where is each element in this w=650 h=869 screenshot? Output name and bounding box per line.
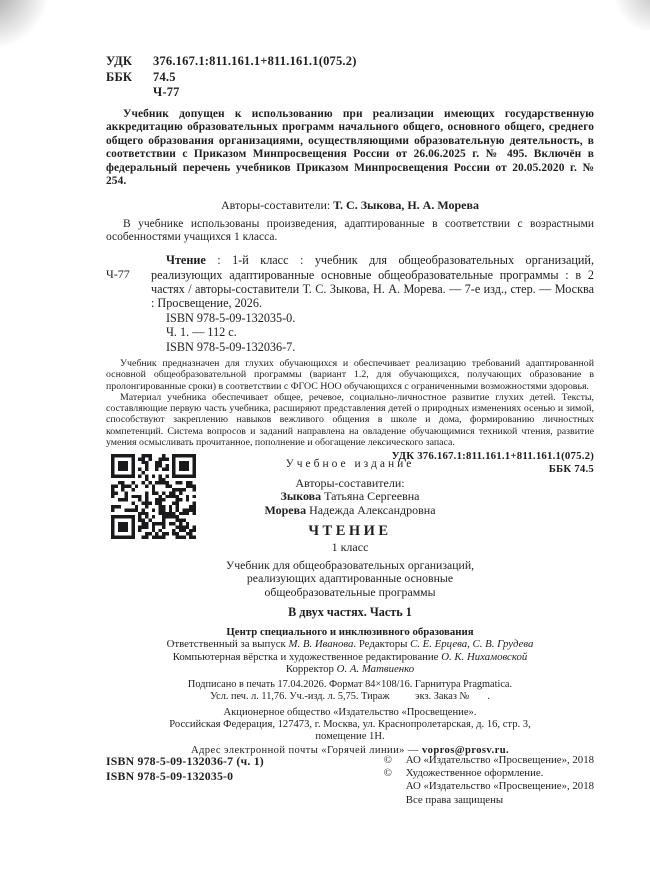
copyright-text-1: АО «Издательство «Просвещение», 2018 xyxy=(405,754,594,766)
author-1-surname: Зыкова xyxy=(280,489,322,504)
staff-line-2 xyxy=(106,651,594,663)
scan-corner-artifact xyxy=(608,0,650,30)
author-sign: Ч-77 xyxy=(153,85,180,99)
isbn-line-part: ISBN 978-5-09-132036-7. xyxy=(166,339,296,354)
copyright-symbol: © xyxy=(383,754,392,766)
subtitle-line-3: общеобразовательные программы xyxy=(264,584,436,599)
staff-name-2: С. Е. Ерцева, С. В. Грудева xyxy=(410,638,534,651)
copyright-line-1 xyxy=(384,754,594,767)
staff-name-4: О. А. Матвиенко xyxy=(336,663,415,676)
publisher-line-3: помещение 1Н. xyxy=(315,730,385,742)
publisher-line-1: Акционерное общество «Издательство «Просвещение». xyxy=(223,707,477,719)
annotation-paragraph-2: Материал учебника обеспечивает общее, речевое, социально-личностное развитие глухих детей. Тексты, составляющие первую часть учебника, расширяют представления детей о природных изменениях осенью и зимой, способствуют закреплению навыков вежливого общения в школе и дома, формированию личностных компетенций. Система вопросов и заданий направлена на овладение обучающимися техникой чтения, развитие умения осмысливать прочитанное, пополнение и обогащение лексического запаса. xyxy=(106,391,594,449)
staff-line-3 xyxy=(106,663,594,675)
adaptation-note: В учебнике использованы произведения, адаптированные в соответствии с возрастными особенностями учащихся 1 класса. xyxy=(106,217,594,244)
print-info-line-2: Усл. печ. л. 11,76. Уч.-изд. л. 5,75. Тираж экз. Заказ № . xyxy=(210,691,490,703)
bbk-line xyxy=(106,70,594,86)
staff-role-4: Корректор xyxy=(285,663,337,676)
copyright-line-3 xyxy=(384,780,594,793)
annotation-block xyxy=(106,358,594,448)
bottom-block xyxy=(106,754,594,807)
subtitle-line-1: Учебник для общеобразовательных организаций, xyxy=(225,558,475,573)
hotline-label: Адрес электронной почты «Горячей линии» — xyxy=(190,745,422,757)
isbn-line-series: ISBN 978-5-09-132035-0. xyxy=(166,310,296,325)
author-2-given: Надежда Александровна xyxy=(306,502,436,517)
staff-role-2: . Редакторы xyxy=(353,638,411,651)
copyright-line-2 xyxy=(384,767,594,780)
udk-value: 376.167.1:811.161.1+811.161.1(075.2) xyxy=(153,54,357,68)
author-2-surname: Морева xyxy=(264,502,307,517)
staff-role-3: Компьютерная вёрстка и художественное редактирование xyxy=(172,650,442,663)
admission-paragraph: Учебник допущен к использованию при реализации имеющих государственную аккредитацию образовательных программ начального общего, основного общего, среднего общего образования организациями, осуществляющими образовательную деятельность, в соответствии с Приказом Минпросвещения России от 26.06.2025 г. № 495. Включён в федеральный перечень учебников Приказом Минпросвещения России от 20.05.2020 г. № 254. xyxy=(106,107,594,187)
copyright-text-3: АО «Издательство «Просвещение», 2018 xyxy=(405,780,594,793)
catalog-entry-body xyxy=(151,253,594,354)
publisher-block xyxy=(106,707,594,742)
bbk-right-line: ББК 74.5 xyxy=(548,463,594,476)
copyright-line-4 xyxy=(384,794,594,807)
udk-label: УДК xyxy=(106,54,133,68)
annotation-paragraph-1: Учебник предназначен для глухих обучающихся и обеспечивает реализацию требований адаптированной основной общеобразовательной программы (вариант 1.2, для обучающихся, получающих образование в пролонгированные сроки) в соответствии с ФГОС НОО обучающихся с ограниченными возможностями здоровья. xyxy=(106,357,594,392)
print-info-line-1: Подписано в печать 17.04.2026. Формат 84×108/16. Гарнитура Pragmatica. xyxy=(187,679,513,691)
copyright-block xyxy=(384,754,594,807)
catalog-description: : 1-й класс : учебник для общеобразовательных организаций, реализующих адаптированные основные общеобразовательные программы : в 2 частях / авторы-составители Т. С. Зыкова, Н. А. Морева. — 7-е изд., стер. — Москва : Просвещение, 2026. xyxy=(151,253,594,311)
catalog-author-sign: Ч-77 xyxy=(106,267,130,282)
staff-name-3: О. К. Нихамовской xyxy=(441,650,528,663)
copyright-spacer xyxy=(384,794,406,807)
imprint-authors-label: Авторы-составители: xyxy=(295,476,405,490)
subtitle-line-2: реализующих адаптированные основные xyxy=(246,571,454,586)
catalog-entry-text xyxy=(151,253,594,311)
staff-role-1: Ответственный за выпуск xyxy=(166,638,289,651)
edition-type-heading: Учебное издание xyxy=(285,458,415,470)
copyright-text-4: Все права защищены xyxy=(405,793,504,806)
authors-compilers-names: Т. С. Зыкова, Н. А. Морева xyxy=(333,197,479,212)
copyright-symbol: © xyxy=(383,767,392,780)
publisher-line-2: Российская Федерация, 127473, г. Москва, ул. Краснопролетарская, д. 16, стр. 3, xyxy=(169,718,531,730)
page-content xyxy=(106,54,594,806)
catalog-entry-block xyxy=(106,253,594,354)
author-1-given: Татьяна Сергеевна xyxy=(321,489,420,504)
authors-compilers-line xyxy=(106,198,594,213)
qr-code xyxy=(111,454,196,539)
copyright-text-2: Художественное оформление. xyxy=(405,767,544,780)
subtitle-block xyxy=(106,559,594,599)
isbn-bottom-part: ISBN 978-5-09-132036-7 (ч. 1) xyxy=(106,754,264,768)
parts-line: В двух частях. Часть 1 xyxy=(288,604,412,619)
classification-codes-block xyxy=(106,54,594,101)
grade-line: 1 класс xyxy=(331,540,369,555)
staff-name-1: М. В. Иванова xyxy=(288,638,354,651)
catalog-title: Чтение xyxy=(166,253,206,268)
copyright-spacer xyxy=(384,780,406,793)
scan-corner-artifact xyxy=(0,0,52,52)
staff-line-1 xyxy=(106,638,594,650)
isbn-block xyxy=(106,754,264,783)
authors-compilers-label: Авторы-составители: xyxy=(220,197,334,212)
bbk-label: ББК xyxy=(106,69,133,84)
isbn-bottom-series: ISBN 978-5-09-132035-0 xyxy=(106,768,234,783)
publishing-center-line: Центр специального и инклюзивного образования xyxy=(226,625,474,638)
bbk-value: 74.5 xyxy=(153,69,176,84)
udk-right-line: УДК 376.167.1:811.161.1+811.161.1(075.2) xyxy=(391,450,594,463)
print-info-block xyxy=(106,679,594,703)
book-title: ЧТЕНИЕ xyxy=(308,523,392,540)
udk-line xyxy=(106,54,594,70)
part-pages-line: Ч. 1. — 112 с. xyxy=(166,325,237,340)
imprint-block xyxy=(106,458,594,756)
author-sign-line xyxy=(106,85,594,101)
hotline-email: vopros@prosv.ru. xyxy=(421,745,510,757)
